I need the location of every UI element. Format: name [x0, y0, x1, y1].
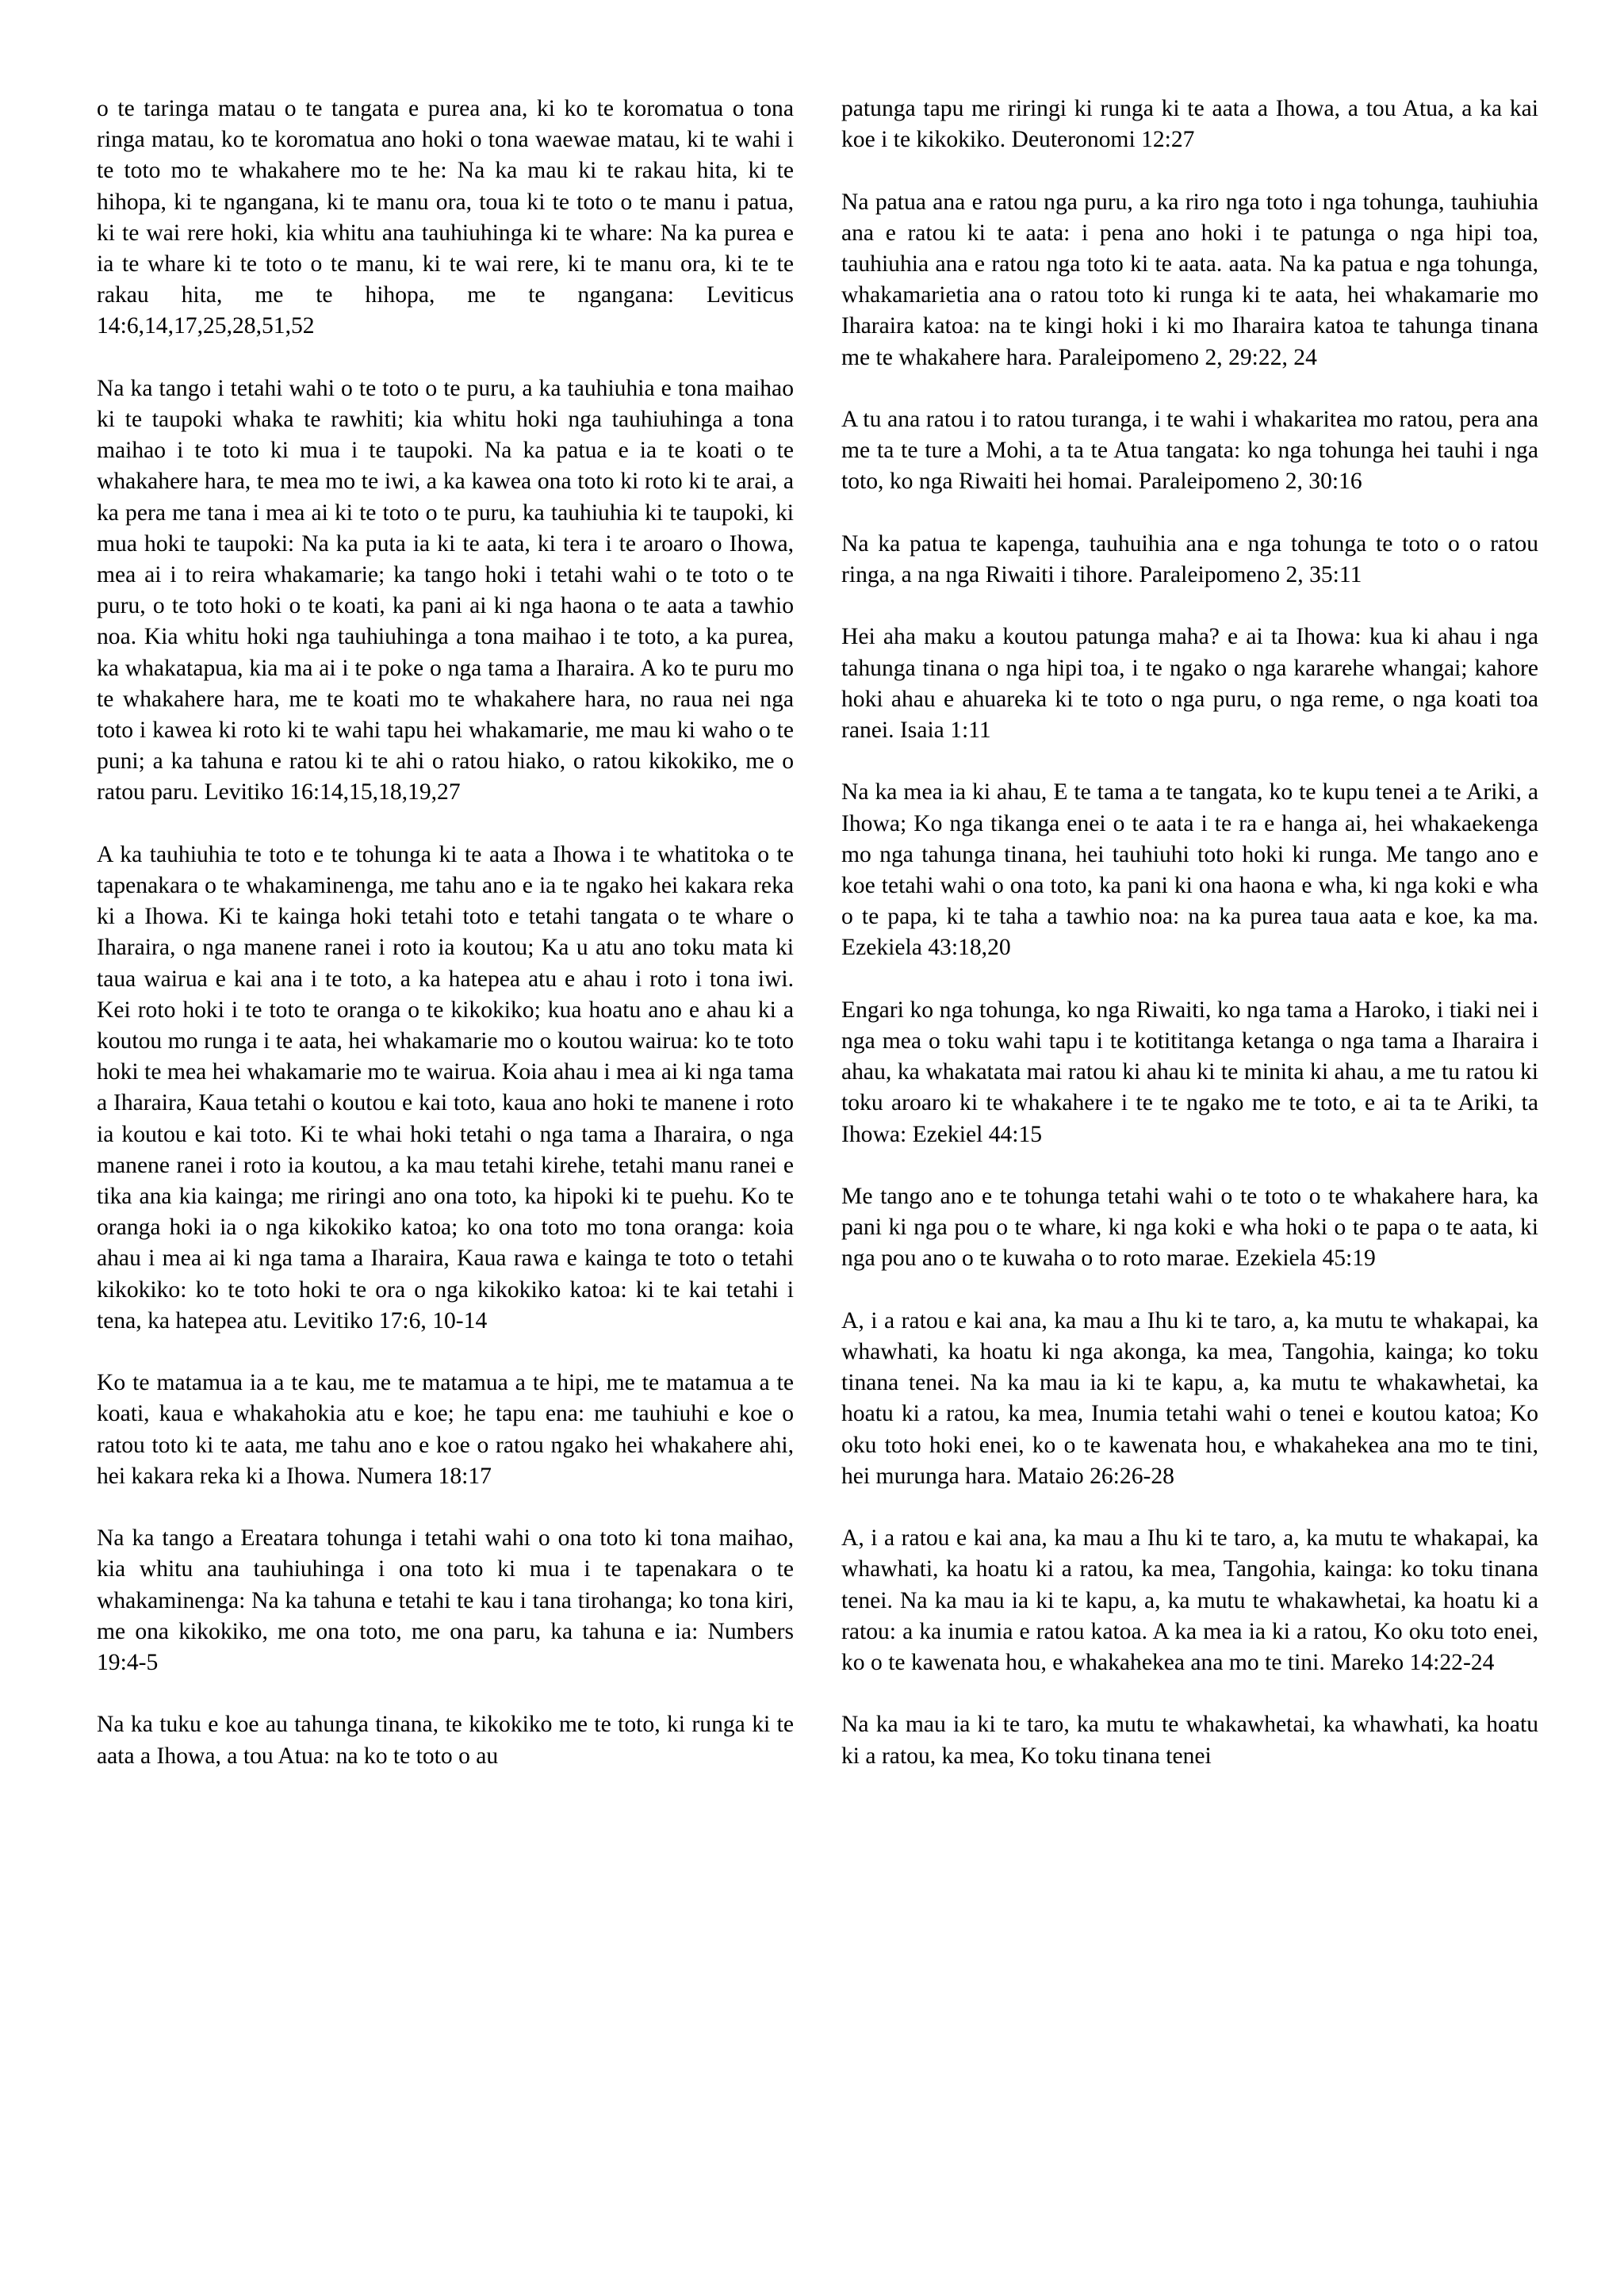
paragraph: o te taringa matau o te tangata e purea ana, ki ko te koromatua o tona ringa matau, ko te koromatua ano hoki o tona waewae matau, ki te wahi i te toto mo te whakahere mo te he: Na ka mau ki te rakau hita, ki te hihopa, ki te ngangana, ki te manu ora, toua ki te toto o te manu i patua, ki te wai rere hoki, kia whitu ana tauhiuhinga ki te whare: Na ka purea e ia te whare ki te toto o te manu, ki te wai rere, ki te manu ora, ki te te rakau hita, me te hihopa, me te ngangana: Leviticus 14:6,14,17,25,28,51,52 [97, 96, 794, 339]
paragraph: Na ka mea ia ki ahau, E te tama a te tangata, ko te kupu tenei a te Ariki, a Ihowa; Ko nga tikanga enei o te aata i te ra e hanga ai, hei whakaekenga mo nga tahunga tinana, hei tauhiuhi toto hoki ki runga. Me tango ano e koe tetahi wahi o ona toto, ka pani ki ona haona e wha, ki nga koki e wha o te papa, ki te taha a tawhio noa: na ka purea taua aata e koe, ka ma. Ezekiela 43:18,20 [841, 779, 1538, 961]
right-column [841, 94, 1538, 1803]
paragraph: Na ka tuku e koe au tahunga tinana, te kikokiko me te toto, ki runga ki te aata a Ihowa, a tou Atua: na ko te toto o au [97, 1712, 794, 1769]
paragraph: Na ka mau ia ki te taro, ka mutu te whakawhetai, ka whawhati, ka hoatu ki a ratou, ka mea, Ko toku tinana tenei [841, 1712, 1538, 1769]
paragraph: A tu ana ratou i to ratou turanga, i te wahi i whakaritea mo ratou, pera ana me ta te ture a Mohi, a ta te Atua tangata: ko nga tohunga hei tauhi i nga toto, ko nga Riwaiti hei homai. Paraleipomeno 2, 30:16 [841, 407, 1538, 495]
paragraph: Hei aha maku a koutou patunga maha? e ai ta Ihowa: kua ki ahau i nga tahunga tinana o nga hipi toa, i te ngako o nga kararehe whangai; kahore hoki ahau e ahuareka ki te toto o nga puru, o nga reme, o nga koati toa ranei. Isaia 1:11 [841, 624, 1538, 743]
left-column [97, 94, 794, 1803]
paragraph: Na ka patua te kapenga, tauhuihia ana e nga tohunga te toto o o ratou ringa, a na nga Riwaiti i tihore. Paraleipomeno 2, 35:11 [841, 530, 1538, 587]
paragraph: Na patua ana e ratou nga puru, a ka riro nga toto i nga tohunga, tauhiuhia ana e ratou ki te aata: i pena ano hoki i te patunga o nga hipi toa, tauhiuhia ana e ratou nga toto ki te aata. aata. Na ka patua e nga tohunga, whakamarietia ana o ratou toto ki runga ki te aata, hei whakamarie mo Iharaira katoa: na te kingi hoki i ki mo Iharaira katoa te tahunga tinana me te whakahere hara. Paraleipomeno 2, 29:22, 24 [841, 189, 1538, 370]
paragraph: Ko te matamua ia a te kau, me te matamua a te hipi, me te matamua a te koati, kaua e whakahokia atu e koe; he tapu ena: me tauhiuhi e koe o ratou toto ki te aata, me tahu ano e koe o ratou ngako hei whakahere ahi, hei kakara reka ki a Ihowa. Numera 18:17 [97, 1370, 794, 1489]
paragraph: A, i a ratou e kai ana, ka mau a Ihu ki te taro, a, ka mutu te whakapai, ka whawhati, ka hoatu ki a ratou, ka mea, Tangohia, kainga: ko toku tinana tenei. Na ka mau ia ki te kapu, a, ka mutu te whakawhetai, ka hoatu ki a ratou: a ka inumia e ratou katoa. A ka mea ia ki a ratou, Ko oku toto enei, ko o te kawenata hou, e whakahekea ana mo te tini. Mareko 14:22-24 [841, 1525, 1538, 1676]
paragraph: Me tango ano e te tohunga tetahi wahi o te toto o te whakahere hara, ka pani ki nga pou o te whare, ki nga koki e wha hoki o te papa o te aata, ki nga pou ano o te kuwaha o to roto marae. Ezekiela 45:19 [841, 1184, 1538, 1272]
paragraph: A ka tauhiuhia te toto e te tohunga ki te aata a Ihowa i te whatitoka o te tapenakara o te whakaminenga, me tahu ano e ia te ngako hei kakara reka ki a Ihowa. Ki te kainga hoki tetahi toto e tetahi tangata o te whare o Iharaira, o nga manene ranei i roto ia koutou; Ka u atu ano toku mata ki taua wairua e kai ana i te toto, a ka hatepea atu e ahau i roto i tona iwi. Kei roto hoki i te toto te oranga o te kikokiko; kua hoatu ano e ahau ki a koutou mo runga i te aata, hei whakamarie mo o koutou wairua: ko te toto hoki te mea hei whakamarie mo te wairua. Koia ahau i mea ai ki nga tama a Iharaira, Kaua tetahi o koutou e kai toto, kaua ano hoki te manene i roto ia koutou e kai toto. Ki te whai hoki tetahi o nga tama a Iharaira, o nga manene ranei i roto ia koutou, a ka mau tetahi kirehe, tetahi manu ranei e tika ana kia kainga; me riringi ano ona toto, ka hipoki ki te puehu. Ko te oranga hoki ia o nga kikokiko katoa; ko ona toto mo tona oranga: koia ahau i mea ai ki nga tama a Iharaira, Kaua rawa e kainga te toto o tetahi kikokiko: ko te toto hoki te ora o nga kikokiko katoa: ki te kai tetahi i tena, ka hatepea atu. Levitiko 17:6, 10-14 [97, 841, 794, 1334]
paragraph: Na ka tango a Ereatara tohunga i tetahi wahi o ona toto ki tona maihao, kia whitu ana tauhiuhinga i ona toto ki mua i te tapenakara o te whakaminenga: Na ka tahuna e tetahi te kau i tana tirohanga; ko tona kiri, me ona kikokiko, me ona toto, me ona paru, ka tahuna e ia: Numbers 19:4-5 [97, 1525, 794, 1676]
paragraph: patunga tapu me riringi ki runga ki te aata a Ihowa, a tou Atua, a ka kai koe i te kikokiko. Deuteronomi 12:27 [841, 96, 1538, 153]
paragraph: Engari ko nga tohunga, ko nga Riwaiti, ko nga tama a Haroko, i tiaki nei i nga mea o toku wahi tapu i te kotititanga ketanga o nga tama a Iharaira i ahau, ka whakatata mai ratou ki ahau ki te minita ki ahau, a me tu ratou ki toku aroaro ki te whakahere i te te ngako me te toto, e ai ta te Ariki, ta Ihowa: Ezekiel 44:15 [841, 997, 1538, 1147]
paragraph: Na ka tango i tetahi wahi o te toto o te puru, a ka tauhiuhia e tona maihao ki te taupoki whaka te rawhiti; kia whitu hoki nga tauhiuhinga a tona maihao i te toto ki mua i te taupoki. Na ka patua e ia te koati o te whakahere hara, te mea mo te iwi, a ka kawea ona toto ki roto ki te arai, a ka pera me tana i mea ai ki te toto o te puru, ka tauhiuhia ki te taupoki, ki mua hoki te taupoki: Na ka puta ia ki te aata, ki tera i te aroaro o Ihowa, mea ai i to reira whakamarie; ka tango hoki i tetahi wahi o te toto o te puru, o te toto hoki o te koati, ka pani ai ki nga haona o te aata a tawhio noa. Kia whitu hoki nga tauhiuhinga a tona maihao i te toto, a ka purea, ka whakatapua, kia ma ai i te poke o nga tama a Iharaira. A ko te puru mo te whakahere hara, me te koati mo te whakahere hara, no raua nei nga toto i kawea ki roto ki te wahi tapu hei whakamarie, me mau ki waho o te puni; a ka tahuna e ratou ki te ahi o ratou hiako, o ratou kikokiko, me o ratou paru. Levitiko 16:14,15,18,19,27 [97, 375, 794, 806]
paragraph: A, i a ratou e kai ana, ka mau a Ihu ki te taro, a, ka mutu te whakapai, ka whawhati, ka hoatu ki nga akonga, ka mea, Tangohia, kainga; ko toku tinana tenei. Na ka mau ia ki te kapu, a, ka mutu te whakawhetai, ka hoatu ki a ratou, ka mea, Inumia tetahi wahi o tenei e koutou katoa; Ko oku toto hoki enei, ko o te kawenata hou, e whakahekea ana mo te tini, hei murunga hara. Mataio 26:26-28 [841, 1307, 1538, 1489]
